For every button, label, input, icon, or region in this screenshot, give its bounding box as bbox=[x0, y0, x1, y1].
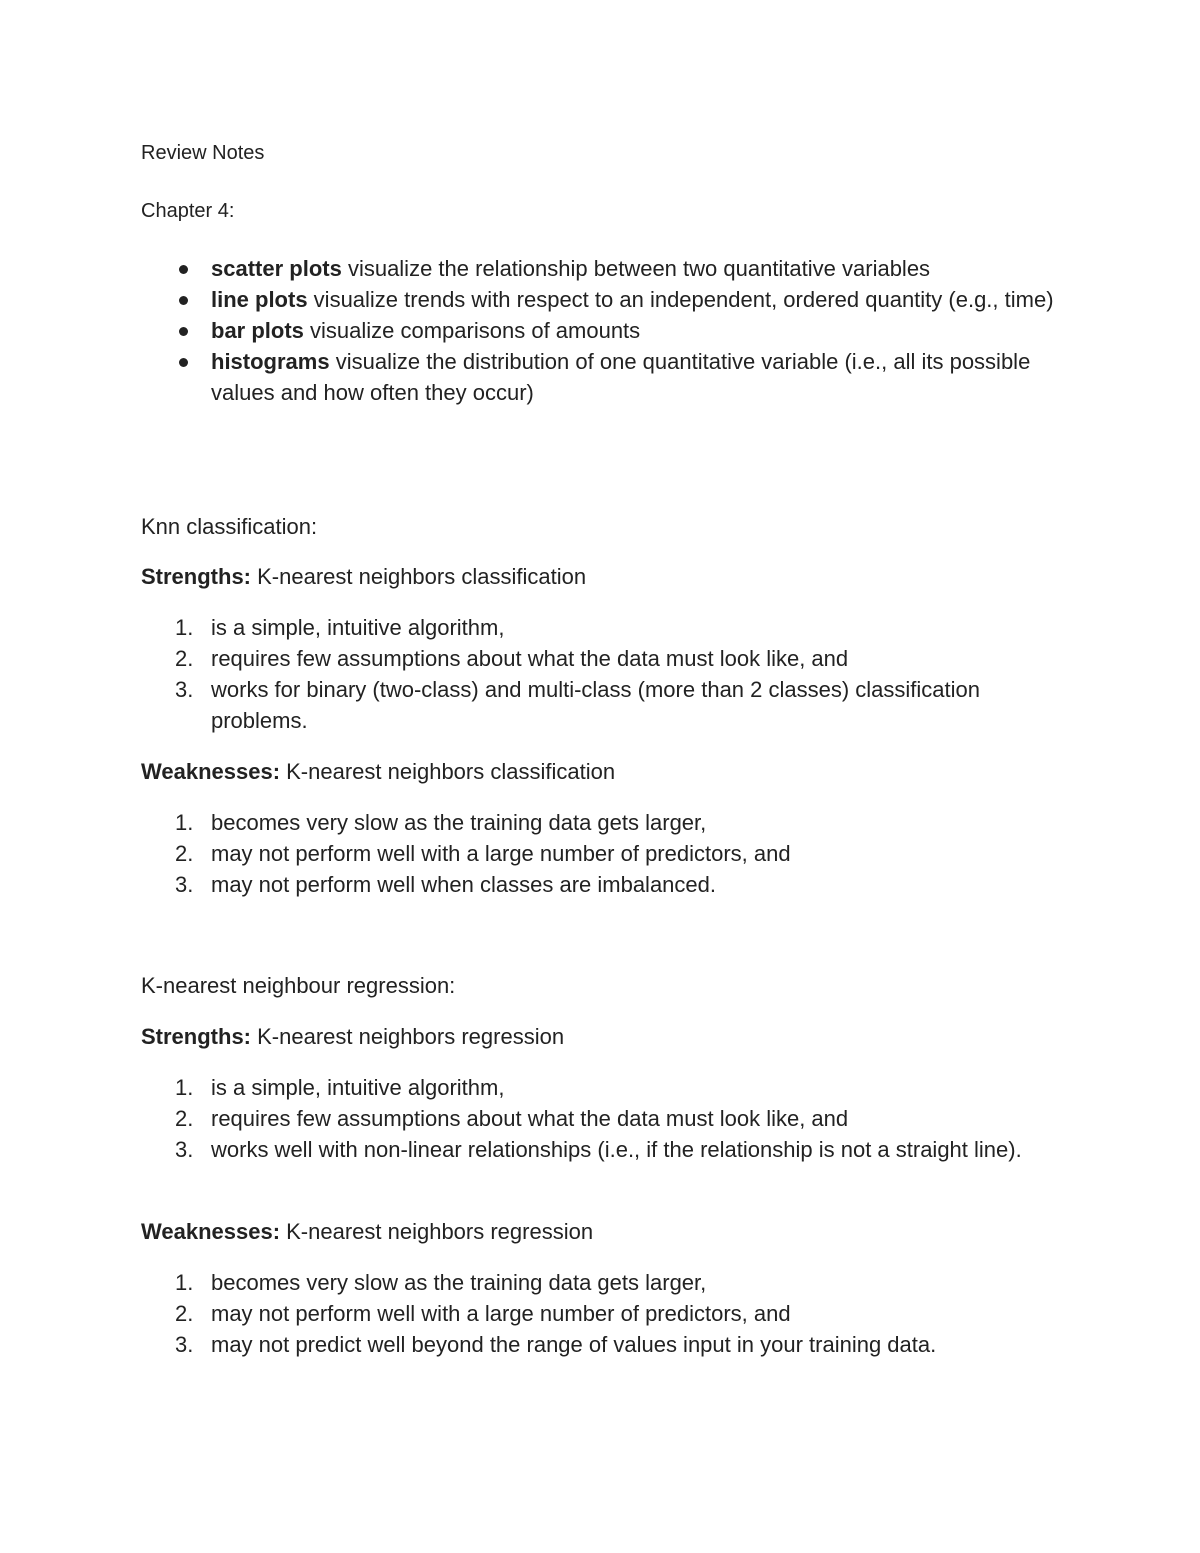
knn-classification-weaknesses-list bbox=[141, 807, 1071, 900]
weaknesses-subject: K-nearest neighbors regression bbox=[280, 1219, 594, 1244]
list-item bbox=[141, 674, 1071, 736]
knn-regression-weaknesses-heading bbox=[141, 1216, 593, 1247]
term-description: visualize trends with respect to an independent, ordered quantity (e.g., time) bbox=[307, 287, 1054, 312]
list-item bbox=[141, 643, 1071, 674]
item-number: 3. bbox=[175, 1137, 194, 1162]
list-item bbox=[141, 315, 1071, 346]
item-text: may not perform well with a large number of predictors, and bbox=[211, 841, 791, 866]
knn-classification-strengths-heading bbox=[141, 561, 586, 592]
knn-regression-strengths-list bbox=[141, 1072, 1071, 1165]
weaknesses-subject: K-nearest neighbors classification bbox=[280, 759, 616, 784]
item-number: 1. bbox=[175, 615, 194, 640]
item-text: works for binary (two-class) and multi-class (more than 2 classes) classification problems. bbox=[211, 677, 981, 733]
item-text: may not predict well beyond the range of values input in your training data. bbox=[211, 1332, 937, 1357]
knn-regression-heading: K-nearest neighbour regression: bbox=[141, 973, 456, 998]
term: bar plots bbox=[211, 318, 304, 343]
item-number: 2. bbox=[175, 1106, 194, 1131]
item-number: 2. bbox=[175, 1301, 194, 1326]
list-item bbox=[141, 346, 1071, 408]
term: scatter plots bbox=[211, 256, 342, 281]
knn-regression-strengths-heading bbox=[141, 1021, 564, 1052]
bullet-icon bbox=[179, 327, 188, 336]
knn-classification-weaknesses-heading bbox=[141, 756, 615, 787]
list-item bbox=[141, 1329, 1071, 1360]
list-item bbox=[141, 807, 1071, 838]
item-number: 3. bbox=[175, 677, 194, 702]
knn-classification-strengths-list bbox=[141, 612, 1071, 736]
list-item bbox=[141, 1103, 1071, 1134]
document-title: Review Notes bbox=[141, 142, 265, 164]
list-item bbox=[141, 1134, 1071, 1165]
strengths-label: Strengths: bbox=[141, 564, 251, 589]
item-number: 1. bbox=[175, 1075, 194, 1100]
knn-regression-weaknesses-list bbox=[141, 1267, 1071, 1360]
item-number: 3. bbox=[175, 1332, 194, 1357]
item-number: 1. bbox=[175, 1270, 194, 1295]
term-description: visualize comparisons of amounts bbox=[303, 318, 641, 343]
list-item bbox=[141, 1267, 1071, 1298]
list-item bbox=[141, 612, 1071, 643]
item-text: becomes very slow as the training data gets larger, bbox=[211, 1270, 707, 1295]
item-text: may not perform well when classes are imbalanced. bbox=[211, 872, 717, 897]
bullet-icon bbox=[179, 358, 188, 367]
bullet-icon bbox=[179, 296, 188, 305]
item-text: becomes very slow as the training data gets larger, bbox=[211, 810, 707, 835]
item-number: 2. bbox=[175, 646, 194, 671]
term-description: visualize the distribution of one quantitative variable (i.e., all its possible values and how often they occur) bbox=[211, 349, 1031, 405]
strengths-subject: K-nearest neighbors regression bbox=[251, 1024, 565, 1049]
weaknesses-label: Weaknesses: bbox=[141, 1219, 281, 1244]
item-text: is a simple, intuitive algorithm, bbox=[211, 615, 505, 640]
term: line plots bbox=[211, 287, 308, 312]
strengths-label: Strengths: bbox=[141, 1024, 251, 1049]
item-text: works well with non-linear relationships (i.e., if the relationship is not a straight line). bbox=[211, 1137, 1022, 1162]
list-item bbox=[141, 869, 1071, 900]
chapter-label: Chapter 4: bbox=[141, 200, 235, 222]
plot-types-list bbox=[141, 253, 1071, 408]
item-text: is a simple, intuitive algorithm, bbox=[211, 1075, 505, 1100]
list-item bbox=[141, 838, 1071, 869]
item-number: 3. bbox=[175, 872, 194, 897]
term-description: visualize the relationship between two quantitative variables bbox=[341, 256, 931, 281]
list-item bbox=[141, 253, 1071, 284]
term: histograms bbox=[211, 349, 330, 374]
knn-classification-heading: Knn classification: bbox=[141, 514, 318, 539]
bullet-icon bbox=[179, 265, 188, 274]
item-text: requires few assumptions about what the data must look like, and bbox=[211, 646, 849, 671]
list-item bbox=[141, 1072, 1071, 1103]
item-text: may not perform well with a large number of predictors, and bbox=[211, 1301, 791, 1326]
weaknesses-label: Weaknesses: bbox=[141, 759, 281, 784]
list-item bbox=[141, 1298, 1071, 1329]
strengths-subject: K-nearest neighbors classification bbox=[251, 564, 587, 589]
list-item bbox=[141, 284, 1071, 315]
item-text: requires few assumptions about what the data must look like, and bbox=[211, 1106, 849, 1131]
item-number: 1. bbox=[175, 810, 194, 835]
item-number: 2. bbox=[175, 841, 194, 866]
